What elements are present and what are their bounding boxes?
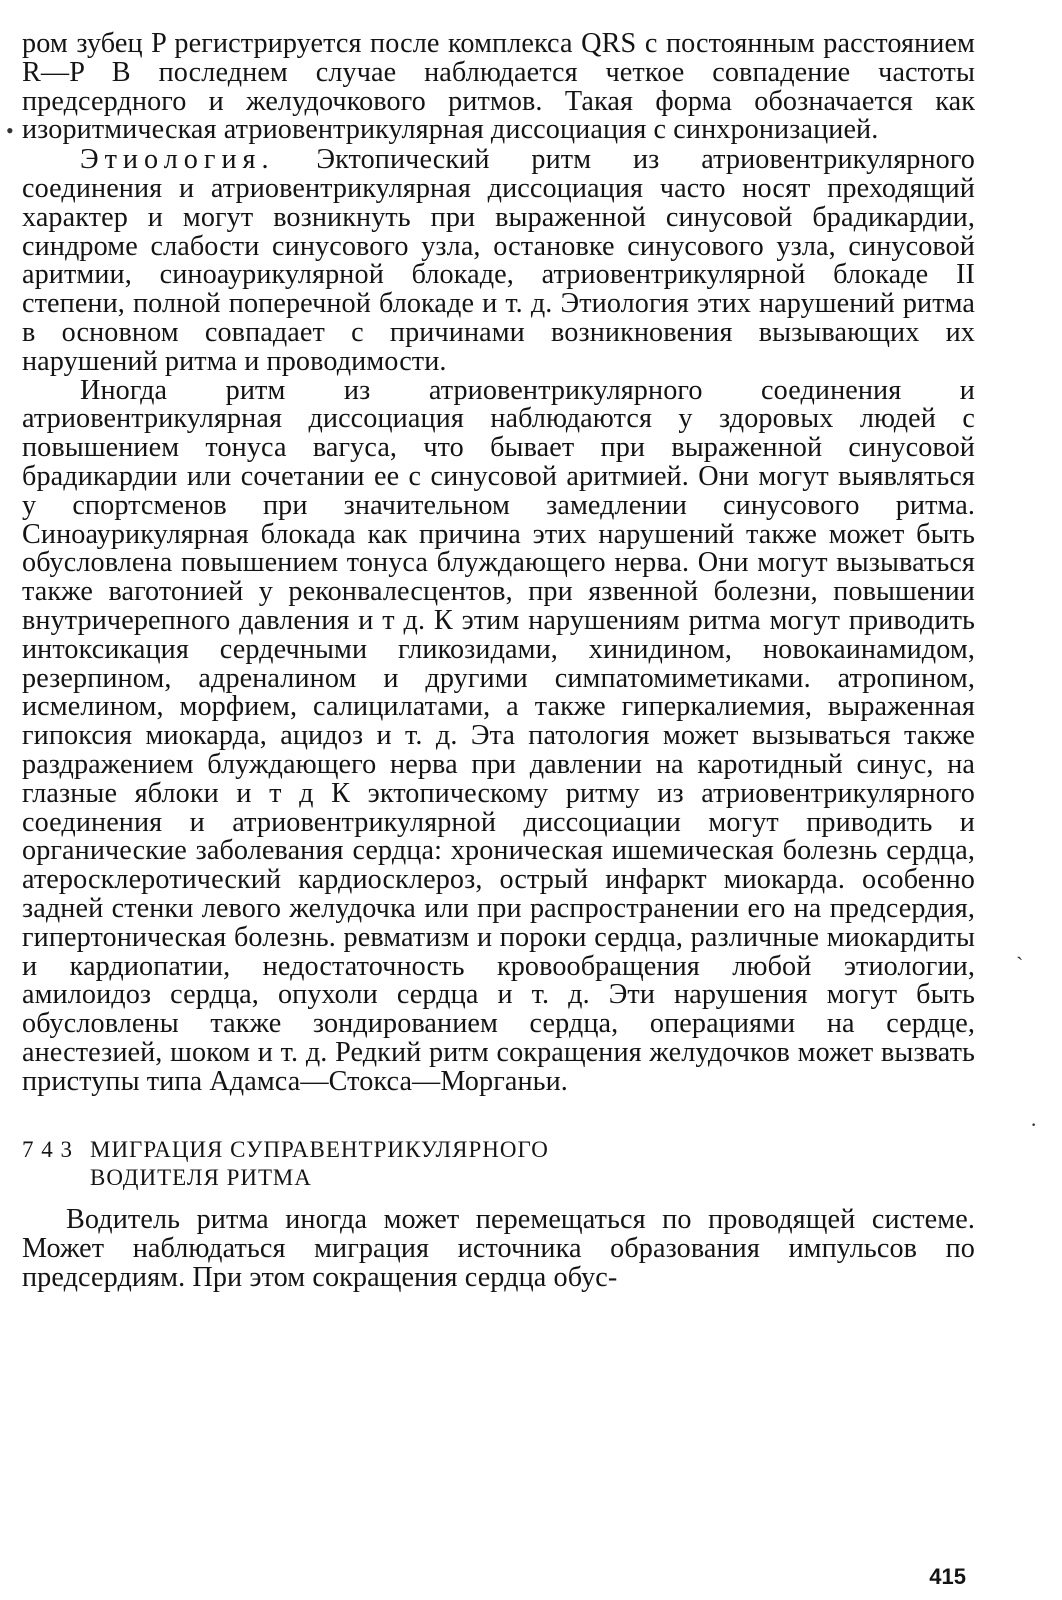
- page-number: 415: [929, 1564, 966, 1589]
- etiology-lead: Этиология.: [80, 144, 275, 176]
- paragraph-intro: ром зубец P регистрируется после комплекса QRS с постоянным расстоянием R—P В последнем случае наблюдается четкое совпадение частоты предсердного и желудочкового ритмов. Такая форма обозначается как изоритмическая атриовентрикулярная диссоциация с синхронизацией.: [22, 28, 975, 146]
- section-heading: [22, 1136, 975, 1192]
- scan-speck: ·: [1030, 1112, 1038, 1137]
- paragraph-causes: Иногда ритм из атриовентрикулярного соединения и атриовентрикулярная диссоциация наблюдаются у здоровых людей с повышением тонуса вагуса, что бывает при выраженной синусовой брадикардии или сочетании ее с синусовой аритмией. Они могут выявляться у спортсменов при значительном замедлении синусового ритма. Синоаурикулярная блокада как причина этих нарушений также может быть обусловлена повышением тонуса блуждающего нерва. Они могут вызываться также ваготонией у реконвалесцентов, при язвенной болезни, повышении внутричерепного давления и т д. К этим нарушениям ритма могут приводить интоксикация сердечными гликозидами, хинидином, новокаинамидом, резерпином, адреналином и другими симпатомиметиками. атропином, исмелином, морфием, салицилатами, а также гиперкалиемия, выраженная гипоксия миокарда, ацидоз и т. д. Эта патология может вызываться также раздражением блуждающего нерва при давлении на каротидный синус, на глазные яблоки и т д К эктопическому ритму из атриовентрикулярного соединения и атриовентрикулярной диссоциации могут приводить и органические заболевания сердца: хроническая ишемическая болезнь сердца, атеросклеротический кардиосклероз, острый инфаркт миокарда. особенно задней стенки левого желудочка или при распространении его на предсердия, гипертоническая болезнь. ревматизм и пороки сердца, различные миокардиты и кардиопатии, недостаточность кровообращения любой этиологии, амилоидоз сердца, опухоли сердца и т. д. Эти нарушения могут быть обусловлены также зондированием сердца, операциями на сердце, анестезией, шоком и т. д. Редкий ритм сокращения желудочков может вызвать приступы типа Адамса—Стокса—Морганьи.: [22, 374, 975, 1097]
- section-number: 7 4 3: [22, 1137, 73, 1163]
- scan-speck: •: [6, 118, 14, 143]
- paragraph-etiology: [22, 146, 975, 376]
- paragraph-migration: Водитель ритма иногда может перемещаться по проводящей системе. Может наблюдаться миграция источника образования импульсов по предсердиям. При этом сокращения сердца обус-: [22, 1204, 975, 1294]
- etiology-text: Эктопический ритм из атриовентрикулярного соединения и атриовентрикулярная диссоциация часто носят преходящий характер и могут возникнуть при выраженной синусовой брадикардии, синдроме слабости синусового узла, остановке синусового узла, синусовой аритмии, синоаурикулярной блокаде, атриовентрикулярной блокаде II степени, полной поперечной блокаде и т. д. Этиология этих нарушений ритма в основном совпадает с причинами возникновения вызывающих их нарушений ритма и проводимости.: [22, 144, 975, 377]
- section-title-line1: МИГРАЦИЯ СУПРАВЕНТРИКУЛЯРНОГО: [90, 1137, 549, 1163]
- scan-speck: `: [1016, 952, 1024, 977]
- section-title-line2: ВОДИТЕЛЯ РИТМА: [90, 1165, 312, 1191]
- page: [22, 30, 975, 1590]
